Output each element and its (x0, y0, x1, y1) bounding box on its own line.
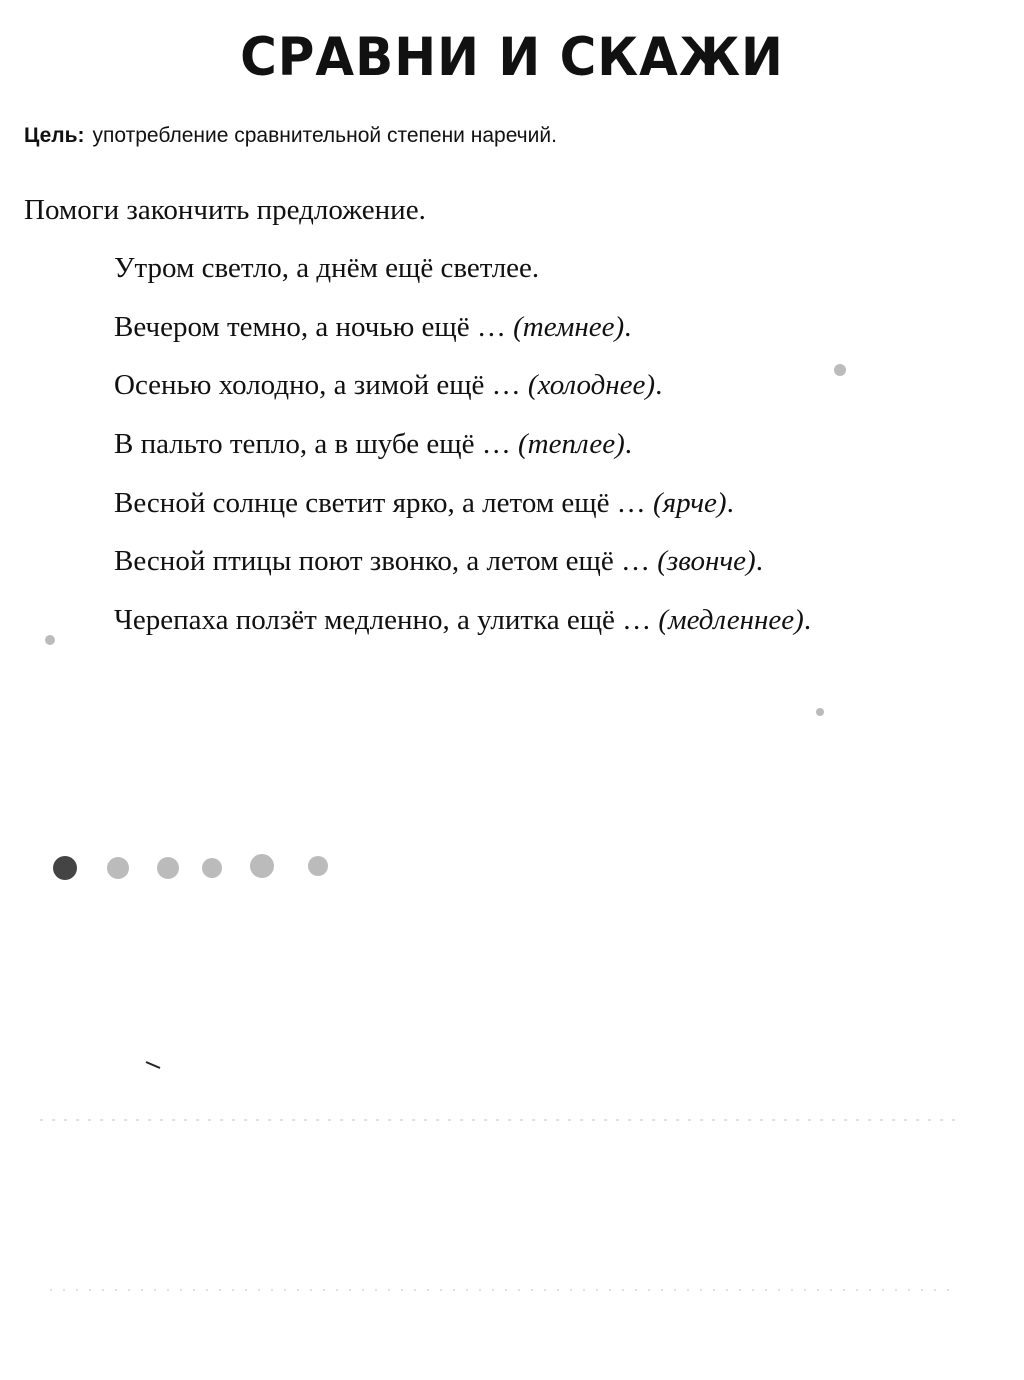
sentence-answer: (звонче) (657, 545, 756, 578)
sentence-item (114, 486, 811, 545)
sentence-text: Утром светло, а днём ещё светлее. (114, 252, 540, 284)
sentence-end: . (726, 486, 734, 519)
sentence-text: В пальто тепло, а в шубе ещё … (114, 428, 518, 461)
page-title: СРАВНИ И СКАЖИ (240, 26, 784, 88)
sentence-answer: (холоднее) (527, 369, 656, 402)
sentence-item (114, 603, 811, 662)
sentence-end: . (803, 604, 812, 637)
goal-text: употребление сравнительной степени наречий. (92, 124, 557, 147)
goal-label: Цель: (24, 124, 85, 147)
sentence-answer: (ярче) (652, 486, 727, 519)
sentence-end: . (655, 369, 663, 402)
sentence-list (114, 251, 811, 662)
sentence-item (114, 544, 811, 603)
sentence-text: Вечером темно, а ночью ещё … (114, 310, 514, 343)
goal-line (24, 124, 557, 148)
sentence-item (114, 368, 811, 427)
sentence-answer: (теплее) (518, 428, 625, 461)
sentence-text: Осенью холодно, а зимой ещё … (114, 369, 528, 402)
sentence-text: Весной солнце светит ярко, а летом ещё … (114, 486, 653, 519)
sentence-end: . (624, 428, 632, 461)
sentence-item (114, 427, 811, 486)
sentence-answer: (медленнее) (658, 604, 804, 637)
sentence-item (114, 251, 811, 310)
sentence-text: Черепаха ползёт медленно, а улитка ещё … (114, 604, 659, 637)
sentence-end: . (755, 545, 763, 578)
instruction-text: Помоги закончить предложение. (24, 194, 426, 226)
sentence-answer: (темнее) (513, 310, 625, 343)
sentence-end: . (624, 310, 632, 343)
sentence-text: Весной птицы поют звонко, а летом ещё … (114, 545, 658, 578)
sentence-item (114, 310, 811, 369)
